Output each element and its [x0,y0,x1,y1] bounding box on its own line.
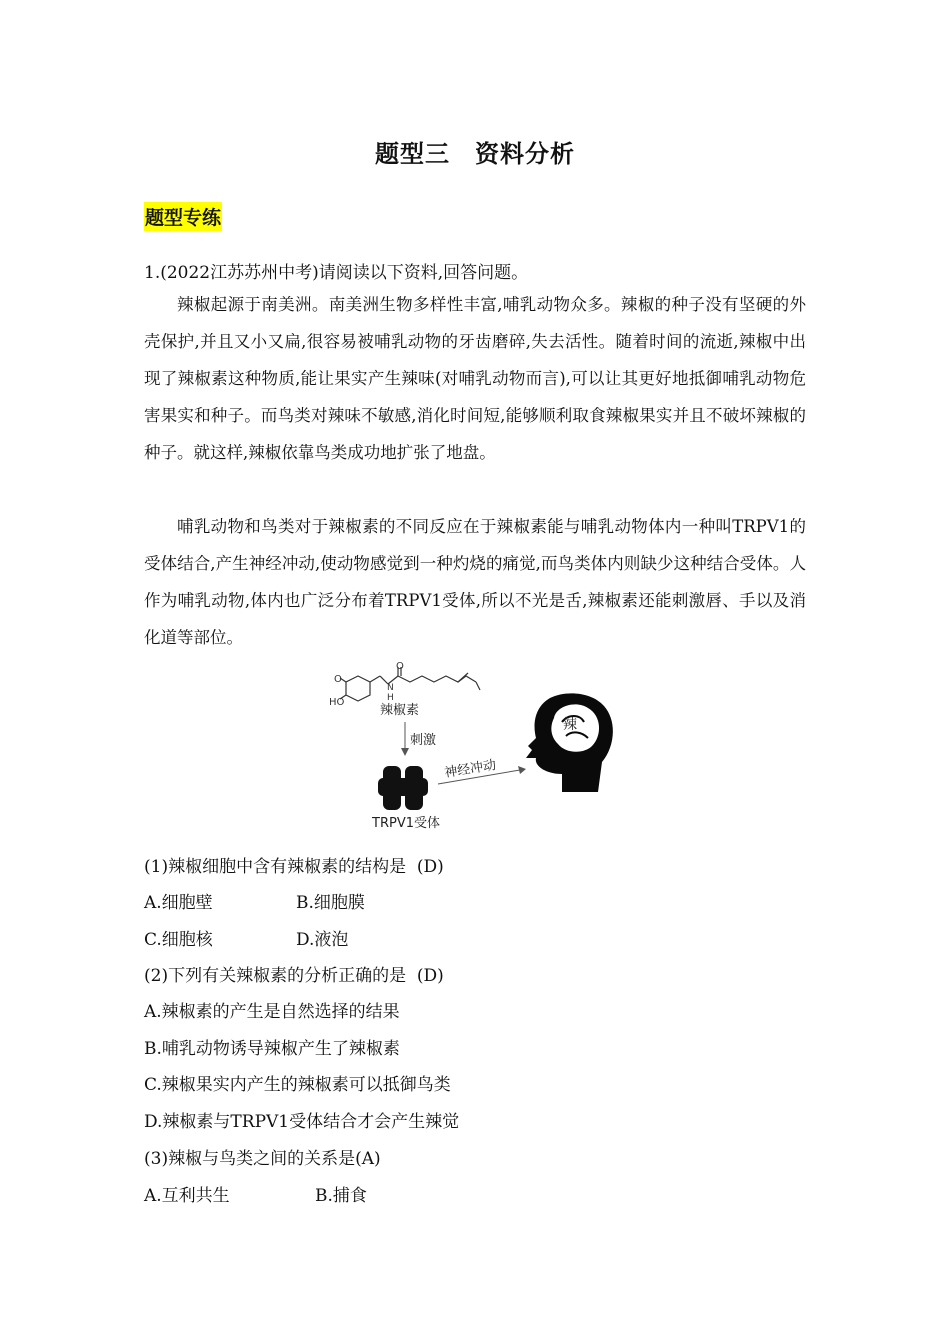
option-c: C.细胞核 [144,930,213,950]
capsaicin-figure [330,662,620,832]
spicy-label: 辣 [563,717,577,733]
stimulate-label: 刺激 [410,733,437,748]
figure-drawing [330,662,620,832]
atom-n: N [387,683,394,693]
atom-o-methoxy: O [334,674,342,685]
capsaicin-molecule [340,667,480,701]
passage-paragraph-2: 哺乳动物和鸟类对于辣椒素的不同反应在于辣椒素能与哺乳动物体内一种叫TRPV1的受体结合,产生神经冲动,使动物感觉到一种灼烧的痛觉,而鸟类体内则缺少这种结合受体。人作为哺乳动物,体内也广泛分布着TRPV1受体,所以不光是舌,辣椒素还能刺激唇、手以及消化道等部位。 [144,517,806,647]
option-b: B.细胞膜 [296,893,365,913]
stimulate-arrow-head [401,748,409,756]
option-b: B.捕食 [315,1186,367,1206]
section-label: 题型专练 [144,202,222,231]
atom-h: H [387,693,394,703]
option-c: C.辣椒果实内产生的辣椒素可以抵御鸟类 [144,1075,451,1095]
capsaicin-label: 辣椒素 [380,703,420,718]
sub-question-2-text: (2)下列有关辣椒素的分析正确的是 [144,966,407,986]
passage-paragraph-1: 辣椒起源于南美洲。南美洲生物多样性丰富,哺乳动物众多。辣椒的种子没有坚硬的外壳保护,并且又小又扁,很容易被哺乳动物的牙齿磨碎,失去活性。随着时间的流逝,辣椒中出现了辣椒素这种物质,能让果实产生辣味(对哺乳动物而言),可以让其更好地抵御哺乳动物危害果实和种子。而鸟类对辣味不敏感,消化时间短,能够顺利取食辣椒果实并且不破坏辣椒的种子。就这样,辣椒依靠鸟类成功地扩张了地盘。 [144,295,806,462]
sub-question-3-answer: (A) [355,1149,381,1169]
nerve-impulse-label: 神经冲动 [443,757,498,781]
option-d: D.液泡 [296,930,349,950]
sub-question-1-text: (1)辣椒细胞中含有辣椒素的结构是 [144,857,407,877]
sub-question-2 [144,961,444,986]
sub-question-1-answer: (D) [416,857,444,877]
option-a: A.辣椒素的产生是自然选择的结果 [144,1002,400,1022]
option-d: D.辣椒素与TRPV1受体结合才会产生辣觉 [144,1112,460,1132]
option-a: A.互利共生 [144,1186,230,1206]
sub-question-3-text: (3)辣椒与鸟类之间的关系是 [144,1149,356,1169]
question-stem: 1.(2022江苏苏州中考)请阅读以下资料,回答问题。 [144,263,529,283]
atom-ho: HO [330,697,345,708]
option-a: A.细胞壁 [144,893,213,913]
sub-question-1 [144,852,444,877]
trpv1-receptor-label: TRPV1受体 [372,816,440,831]
sub-question-3 [144,1144,381,1169]
nerve-impulse-arrow-head [518,766,526,774]
sub-question-3-options-row-1 [144,1181,367,1206]
sub-question-1-options-row-1 [144,888,365,913]
trpv1-receptor-icon [378,766,428,810]
page-title: 题型三 资料分析 [375,140,575,168]
sub-question-2-answer: (D) [416,966,444,986]
sub-question-1-options-row-2 [144,925,348,950]
atom-o-carbonyl: O [396,662,404,672]
option-b: B.哺乳动物诱导辣椒产生了辣椒素 [144,1039,400,1059]
